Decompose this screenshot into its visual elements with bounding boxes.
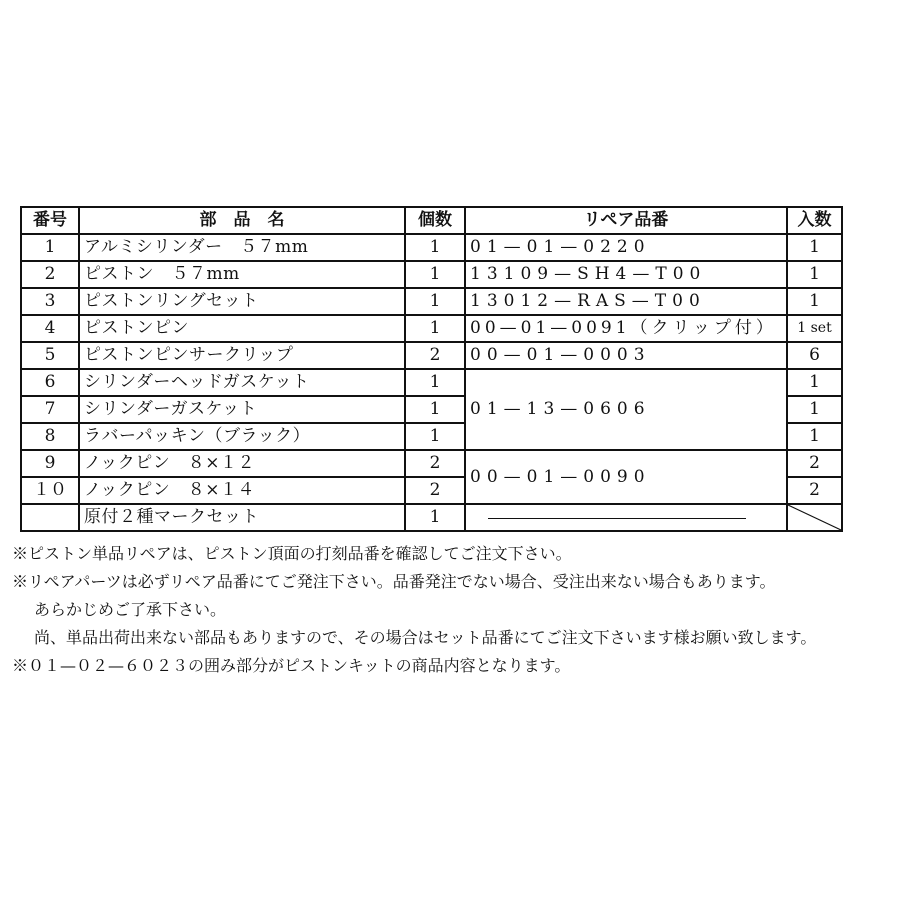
row-name: 原付２種マークセット: [79, 504, 405, 531]
row-name: ノックピン ８×１４: [79, 477, 405, 504]
row-qty: 1: [405, 261, 465, 288]
table-row: [21, 450, 842, 477]
note-line: ※ピストン単品リペアは、ピストン頂面の打刻品番を確認してご注文下さい。: [12, 544, 572, 563]
row-qty: 1: [405, 504, 465, 531]
row-set-diagonal: [787, 504, 842, 531]
row-set: 2: [787, 450, 842, 477]
row-name: シリンダーガスケット: [79, 396, 405, 423]
row-no: 7: [21, 396, 79, 423]
row-no: [21, 504, 79, 531]
row-name: シリンダーヘッドガスケット: [79, 369, 405, 396]
header-no: 番号: [21, 207, 79, 234]
row-set: 1: [787, 261, 842, 288]
row-name: ラバーパッキン（ブラック）: [79, 423, 405, 450]
table-row: [21, 261, 842, 288]
row-name: ピストンピンサークリップ: [79, 342, 405, 369]
row-set: 1: [787, 234, 842, 261]
note-line: あらかじめご了承下さい。: [34, 600, 227, 619]
note-line: ※０１—０２—６０２３の囲み部分がピストンキットの商品内容となります。: [12, 656, 571, 675]
header-set: 入数: [787, 207, 842, 234]
row-repair: 13012—RAS—T00: [465, 288, 787, 315]
row-qty: 1: [405, 234, 465, 261]
note-line: ※リペアパーツは必ずリペア品番にてご発注下さい。品番発注でない場合、受注出来ない場合もあります。: [12, 572, 776, 591]
diagonal-slash: [788, 505, 841, 530]
header-repair: リペア品番: [465, 207, 787, 234]
row-no: 4: [21, 315, 79, 342]
blank-line: [488, 518, 746, 519]
note-line: 尚、単品出荷出来ない部品もありますので、その場合はセット品番にてご注文下さいます様お願い致します。: [34, 628, 817, 647]
row-name: ピストンピン: [79, 315, 405, 342]
table-row: [21, 315, 842, 342]
row-no: 2: [21, 261, 79, 288]
table-row: [21, 234, 842, 261]
row-qty: 1: [405, 315, 465, 342]
row-set: 1: [787, 288, 842, 315]
row-repair: 13109—SH4—T00: [465, 261, 787, 288]
row-set: 2: [787, 477, 842, 504]
row-name: ノックピン ８×１２: [79, 450, 405, 477]
row-set: 1: [787, 369, 842, 396]
row-no: 9: [21, 450, 79, 477]
row-no: 8: [21, 423, 79, 450]
table-header-row: [21, 207, 842, 234]
row-no: 1: [21, 234, 79, 261]
row-qty: 1: [405, 423, 465, 450]
row-set: 1: [787, 396, 842, 423]
row-repair: 00—01—0090: [465, 450, 787, 504]
table-row: [21, 369, 842, 396]
row-set: 1 set: [787, 315, 842, 342]
notes: [12, 540, 897, 680]
row-no: 5: [21, 342, 79, 369]
row-name: ピストンリングセット: [79, 288, 405, 315]
row-set: 1: [787, 423, 842, 450]
row-set: 6: [787, 342, 842, 369]
header-qty: 個数: [405, 207, 465, 234]
row-repair: 00—01—0091（クリップ付）: [465, 315, 787, 342]
row-no: 3: [21, 288, 79, 315]
row-name: アルミシリンダー ５７mm: [79, 234, 405, 261]
row-name: ピストン ５７mm: [79, 261, 405, 288]
row-repair: 01—01—0220: [465, 234, 787, 261]
row-qty: 2: [405, 450, 465, 477]
row-no: １０: [21, 477, 79, 504]
row-repair: 00—01—0003: [465, 342, 787, 369]
row-qty: 2: [405, 477, 465, 504]
table-row: [21, 288, 842, 315]
table-row: [21, 504, 842, 531]
header-name: 部 品 名: [79, 207, 405, 234]
row-qty: 1: [405, 288, 465, 315]
row-qty: 2: [405, 342, 465, 369]
row-qty: 1: [405, 369, 465, 396]
row-no: 6: [21, 369, 79, 396]
parts-table: [20, 206, 843, 532]
row-repair-blank: [465, 504, 787, 531]
row-repair: 01—13—0606: [465, 369, 787, 450]
table-row: [21, 342, 842, 369]
row-qty: 1: [405, 396, 465, 423]
